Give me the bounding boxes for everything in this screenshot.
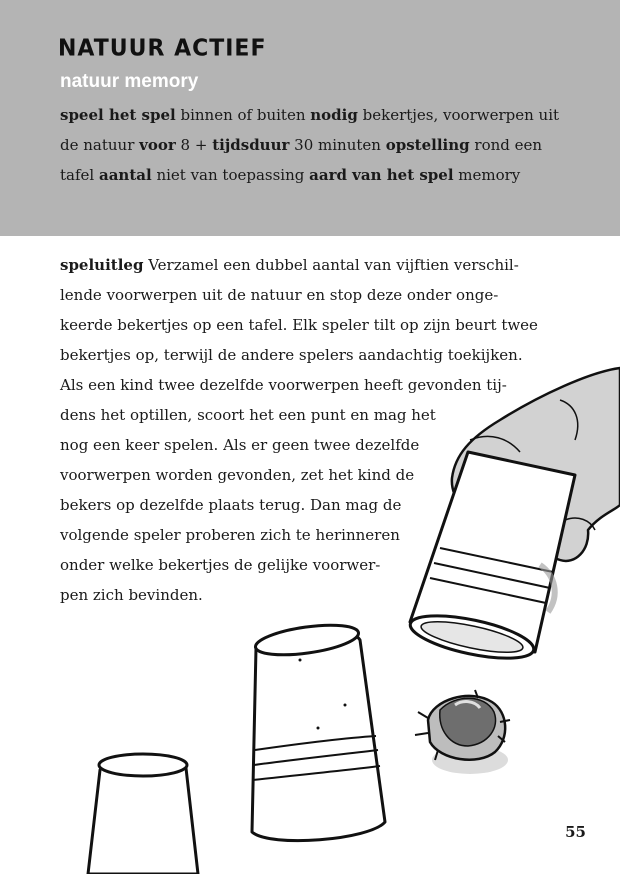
meta-label: voor [139, 136, 176, 154]
text-line: lende voorwerpen uit de natuur en stop deze onder onge- [60, 286, 499, 304]
meta-value: niet van toepassing [151, 166, 310, 184]
meta-value: 8 + [175, 136, 213, 154]
text-line-content: Verzamel een dubbel aantal van vijftien verschil- [143, 256, 519, 274]
text-line: bekers op dezelfde plaats terug. Dan mag de [60, 496, 402, 514]
cup-icon [88, 754, 198, 874]
text-line: keerde bekertjes op een tafel. Elk speler tilt op zijn beurt twee [60, 316, 538, 334]
page-number: 55 [565, 823, 586, 841]
meta-label: speel het spel [60, 106, 176, 124]
text-line: dens het optillen, scoort het een punt en mag het [60, 406, 436, 424]
text-line: nog een keer spelen. Als er geen twee dezelfde [60, 436, 420, 454]
meta-label: aard van het spel [309, 166, 454, 184]
text-line: voorwerpen worden gevonden, zet het kind de [60, 466, 415, 484]
game-title: natuur memory [60, 71, 199, 92]
meta-value: 30 minuten [289, 136, 386, 154]
game-explanation [60, 250, 570, 610]
page-title: NATUUR ACTIEF [58, 35, 267, 62]
body-label: speluitleg [60, 256, 144, 274]
text-line: volgende speler proberen zich te herinneren [60, 526, 400, 544]
text-line [60, 250, 570, 280]
meta-label: tijdsduur [212, 136, 290, 154]
meta-label: opstelling [385, 136, 470, 154]
meta-value: bekertjes, voorwerpen uit de natuur [60, 106, 560, 154]
text-line: bekertjes op, terwijl de andere spelers aandachtig toekijken. [60, 346, 523, 364]
meta-label: nodig [310, 106, 358, 124]
meta-label: aantal [98, 166, 152, 184]
chestnut-icon [415, 690, 510, 774]
text-line: Als een kind twee dezelfde voorwerpen heeft gevonden tij- [60, 376, 507, 394]
meta-value: binnen of buiten [175, 106, 311, 124]
text-line: onder welke bekertjes de gelijke voorwer- [60, 556, 381, 574]
cup-icon [252, 620, 385, 841]
meta-value: rond een tafel [60, 136, 543, 184]
meta-value: memory [453, 166, 521, 184]
text-line: pen zich bevinden. [60, 586, 203, 604]
